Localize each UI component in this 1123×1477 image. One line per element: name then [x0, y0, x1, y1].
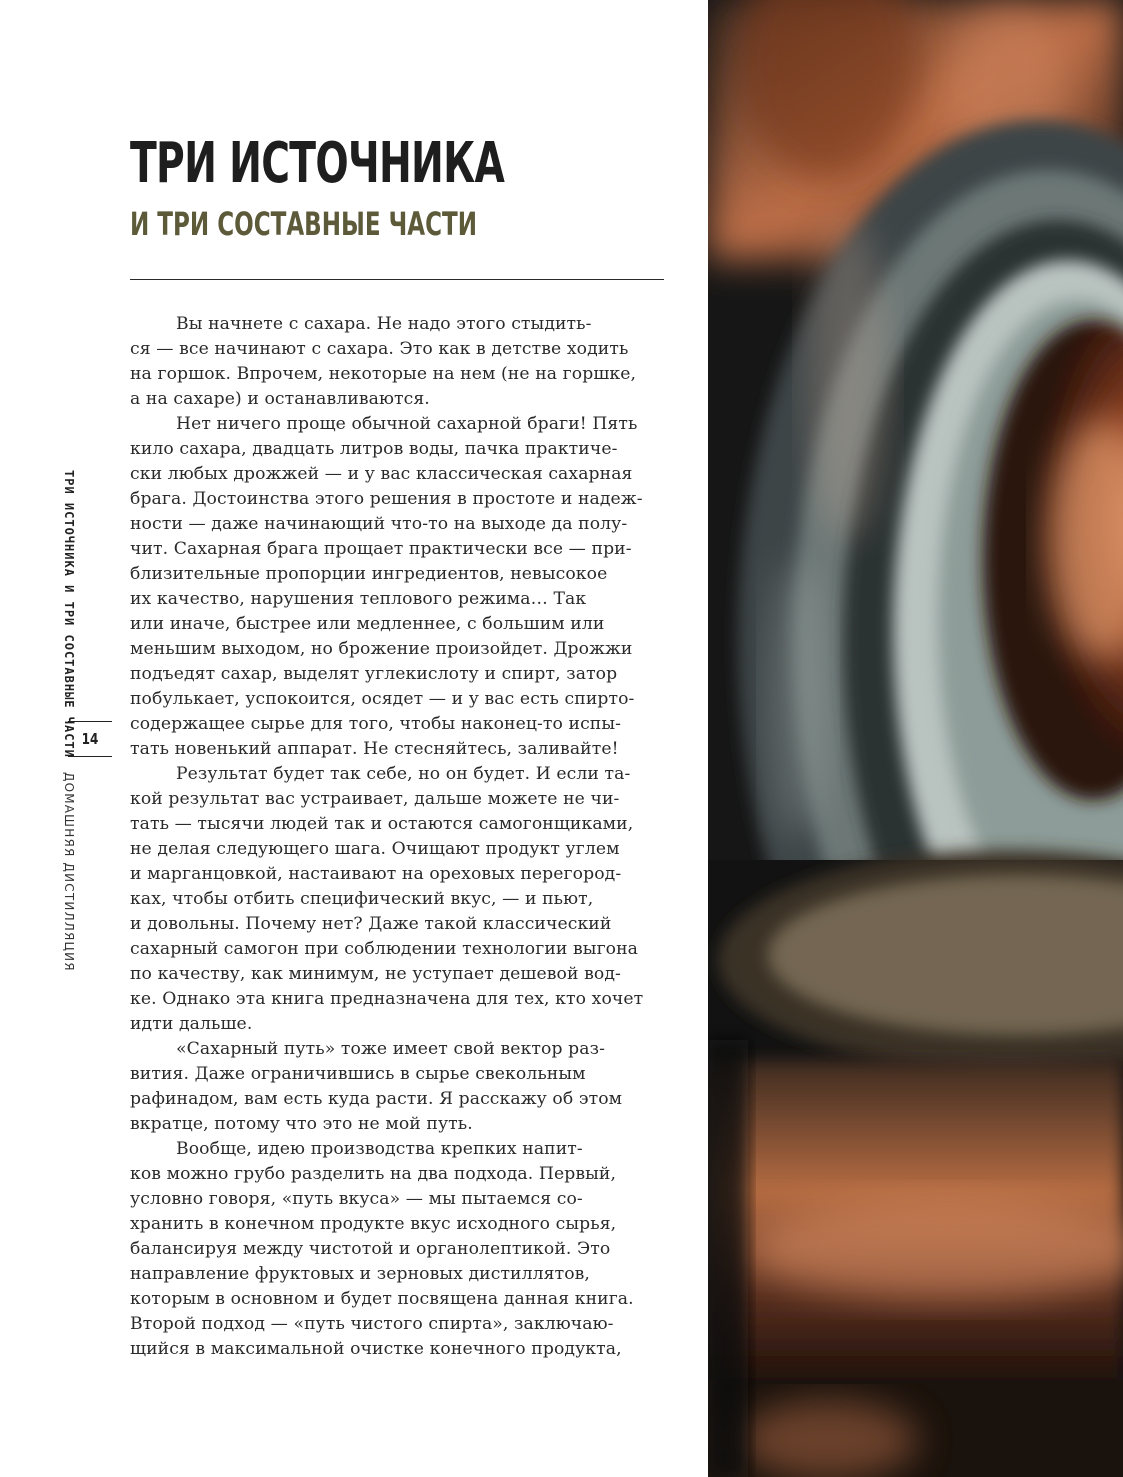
body-line: хранить в конечном продукте вкус исходного сырья, — [130, 1214, 617, 1234]
body-line: ности — даже начинающий что-то на выходе да полу- — [130, 514, 628, 534]
body-line: Вы начнете с сахара. Не надо этого стыдить- — [176, 314, 592, 334]
body-line: сахарный самогон при соблюдении технологии выгона — [130, 939, 639, 959]
body-line: Второй подход — «путь чистого спирта», заключаю- — [130, 1314, 614, 1334]
running-title: ТРИ ИСТОЧНИКА И ТРИ СОСТАВНЫЕ ЧАСТИ — [62, 470, 76, 758]
body-line: кило сахара, двадцать литров воды, пачка практиче- — [130, 439, 618, 459]
body-line: чит. Сахарная брага прощает практически все — при- — [130, 539, 632, 559]
body-line: тать — тысячи людей так и остаются самогонщиками, — [130, 814, 634, 834]
distillation-apparatus-photo — [708, 0, 1123, 1477]
body-line: «Сахарный путь» тоже имеет свой вектор раз- — [176, 1039, 605, 1059]
body-line: кой результат вас устраивает, дальше можете не чи- — [130, 789, 620, 809]
body-line: щийся в максимальной очистке конечного продукта, — [130, 1339, 622, 1359]
body-line: содержащее сырье для того, чтобы наконец-то испы- — [130, 714, 622, 734]
body-line: ся — все начинают с сахара. Это как в детстве ходить — [130, 339, 629, 359]
title-divider — [130, 279, 664, 280]
body-line: подъедят сахар, выделят углекислоту и спирт, затор — [130, 664, 618, 684]
side-margin — [62, 0, 112, 1477]
body-line: Нет ничего проще обычной сахарной браги! Пять — [176, 414, 638, 434]
book-title: ДОМАШНЯЯ ДИСТИЛЛЯЦИЯ — [62, 772, 76, 972]
chapter-subtitle: И ТРИ СОСТАВНЫЕ ЧАСТИ — [130, 205, 477, 243]
body-line: направление фруктовых и зерновых дистиллятов, — [130, 1264, 590, 1284]
body-line: балансируя между чистотой и органолептикой. Это — [130, 1239, 611, 1259]
body-line: Вообще, идею производства крепких напит- — [176, 1139, 583, 1159]
page-number: 14 — [81, 730, 99, 748]
body-line: которым в основном и будет посвящена данная книга. — [130, 1289, 634, 1309]
photo-illustration — [708, 0, 1123, 1477]
body-text — [130, 312, 664, 1362]
body-line: ке. Однако эта книга предназначена для тех, кто хочет — [130, 989, 644, 1009]
body-line: а на сахаре) и останавливаются. — [130, 389, 430, 409]
body-line: побулькает, успокоится, осядет — и у вас есть спирто- — [130, 689, 635, 709]
body-line: и довольны. Почему нет? Даже такой классический — [130, 914, 612, 934]
body-line: меньшим выходом, но брожение произойдет. Дрожжи — [130, 639, 633, 659]
body-line: близительные пропорции ингредиентов, невысокое — [130, 564, 608, 584]
body-line: ках, чтобы отбить специфический вкус, — и пьют, — [130, 889, 594, 909]
body-line: идти дальше. — [130, 1014, 253, 1034]
body-line: условно говоря, «путь вкуса» — мы пытаемся со- — [130, 1189, 583, 1209]
body-line: по качеству, как минимум, не уступает дешевой вод- — [130, 964, 621, 984]
body-line: или иначе, быстрее или медленнее, с большим или — [130, 614, 605, 634]
body-line: ков можно грубо разделить на два подхода. Первый, — [130, 1164, 617, 1184]
page-number-rule-top — [68, 721, 112, 722]
body-line: вития. Даже ограничившись в сырье свекольным — [130, 1064, 586, 1084]
body-line: Результат будет так себе, но он будет. И если та- — [176, 764, 631, 784]
body-line: тать новенький аппарат. Не стесняйтесь, заливайте! — [130, 739, 619, 759]
body-line: и марганцовкой, настаивают на ореховых перегород- — [130, 864, 622, 884]
body-line: вкратце, потому что это не мой путь. — [130, 1114, 473, 1134]
body-line: не делая следующего шага. Очищают продукт углем — [130, 839, 620, 859]
body-line: на горшок. Впрочем, некоторые на нем (не на горшке, — [130, 364, 637, 384]
body-line: их качество, нарушения теплового режима… Так — [130, 589, 587, 609]
chapter-title: ТРИ ИСТОЧНИКА — [130, 131, 505, 196]
body-line: брага. Достоинства этого решения в простоте и надеж- — [130, 489, 643, 509]
body-line: ски любых дрожжей — и у вас классическая сахарная — [130, 464, 633, 484]
body-line: рафинадом, вам есть куда расти. Я расскажу об этом — [130, 1089, 623, 1109]
page-number-rule-bottom — [68, 756, 112, 757]
